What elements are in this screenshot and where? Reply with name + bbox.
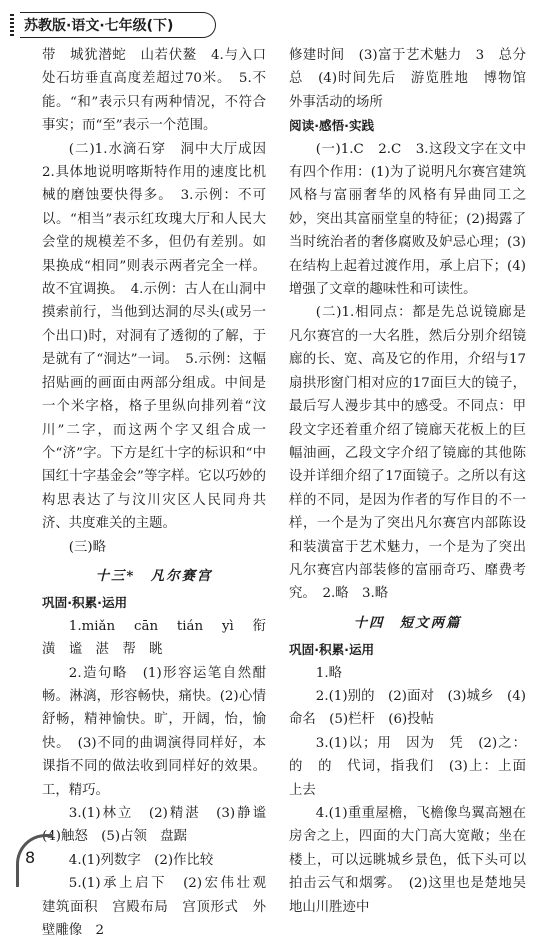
answer-paragraph: 2.造句略 (1)形容运笔自然酣畅。淋漓，形容畅快，痛快。(2)心情舒畅，精神愉快。旷，开阔，怡，愉快。 (3)不同的曲调演得同样好，本课指不同的做法收到同样好的效果。工，精巧。	[42, 665, 266, 798]
section-heading: 巩固·积累·运用	[289, 642, 375, 658]
answer-paragraph: 带 城犹潜蛇 山若伏鳌 4.与入口处石坊垂直高度差超过70米。 5.不能。“和”表示只有两种情况，不符合事实；而“至”表示一个范围。	[42, 48, 266, 134]
answer-paragraph: (二)1.相同点：都是先总说镜廊是凡尔赛宫的一大名胜，然后分别介绍镜廊的长、宽、高及它的作用，介绍与17扇拱形窗门相对应的17面巨大的镜子，最后写人漫步其中的感受。不同点：甲段文字还着重介绍了镜廊天花板上的巨幅油画，乙段文字介绍了镜廊的其他陈设并详细介绍了17面镜子。之所以有这样的不同，是因为作者的写作目的不一样，一个是为了突出凡尔赛宫内部陈设和装潢富于艺术魅力，一个是为了突出凡尔赛宫内部装修的富丽奇巧、靡费考究。 2.略 3.略	[289, 305, 526, 602]
answer-paragraph: 修建时间 (3)富于艺术魅力 3 总分总 (4)时间先后 游览胜地 博物馆 外事活动的场所	[289, 48, 540, 110]
page-number-badge	[12, 828, 54, 888]
answer-paragraph: (二)1.水滴石穿 洞中大厅成因 2.具体地说明喀斯特作用的速度比机械的磨蚀要快得多。 3.示例：不可以。“相当”表示红玫瑰大厅和人民大会堂的规模差不多，但仍有差别。如果换成“相同”则表示两者完全一样。故不宜调换。 4.示例：古人在山洞中摸索前行，当他到达洞的尽头(或另一个出口)时，对洞有了透彻的了解，于是就有了“洞达”一词。 5.示例：这幅招贴画的画面由两部分组成。中间是一个米字格，格子里纵向排列着“汶川”二字，而这两个字又组合成一个“济”字。下方是红十字的标识和“中国红十字基金会”等字样。它以巧妙的构思表达了与汶川灾区人民同舟共济、共度难关的主题。	[42, 141, 280, 532]
answer-paragraph: 2.(1)别的 (2)面对 (3)城乡 (4)命名 (5)栏杆 (6)投帖	[289, 688, 526, 728]
answer-paragraph: 3.(1)以；用 因为 凭 (2)之：的 的 代词，指我们 (3)上：上面 上去	[289, 735, 540, 798]
header-stripe	[10, 14, 14, 36]
section-heading: 巩固·积累·运用	[42, 595, 128, 611]
answer-paragraph: 4.(1)重重屋檐，飞檐像鸟翼高翘在房舍之上，四面的大门高大宽敞；坐在楼上，可以远眺城乡景色，低下头可以拍击云气和烟雾。 (2)这里也是楚地吴地山川胜迹中	[289, 806, 526, 915]
answer-paragraph: 1.略	[315, 665, 342, 681]
answer-paragraph: 1.miǎn cān tián yì 衔 潢 谧 湛 帮 眺	[42, 618, 280, 658]
lesson-title: 十三* 凡尔赛宫	[95, 567, 213, 584]
header-title: 苏教版·语文·七年级(下)	[24, 18, 174, 34]
answer-paragraph: (三)略	[68, 539, 107, 555]
left-column	[42, 44, 280, 942]
section-heading: 阅读·感悟·实践	[289, 118, 375, 134]
answer-paragraph: 5.(1)承上启下 (2)宏伟壮观 建筑面积 宫殿布局 宫顶形式 外壁雕像 2	[42, 876, 280, 939]
right-column	[289, 44, 540, 919]
answer-paragraph: (一)1.C 2.C 3.这段文字在文中有四个作用：(1)为了说明凡尔赛宫建筑风格与富丽奢华的风格有异曲同工之妙，突出其富丽堂皇的特征；(2)揭露了当时统治者的奢侈腐败及妒忌心理；(3)在结构上起着过渡作用，承上启下；(4)增强了文章的趣味性和可读性。	[289, 141, 526, 298]
answer-paragraph: 4.(1)列数字 (2)作比较	[68, 852, 214, 868]
page-header	[20, 12, 216, 38]
page-number: 8	[25, 848, 36, 867]
answer-paragraph: 3.(1)林立 (2)精湛 (3)静谧 (4)触怒 (5)占领 盘踞	[42, 806, 280, 845]
lesson-title: 十四 短文两篇	[353, 614, 462, 631]
